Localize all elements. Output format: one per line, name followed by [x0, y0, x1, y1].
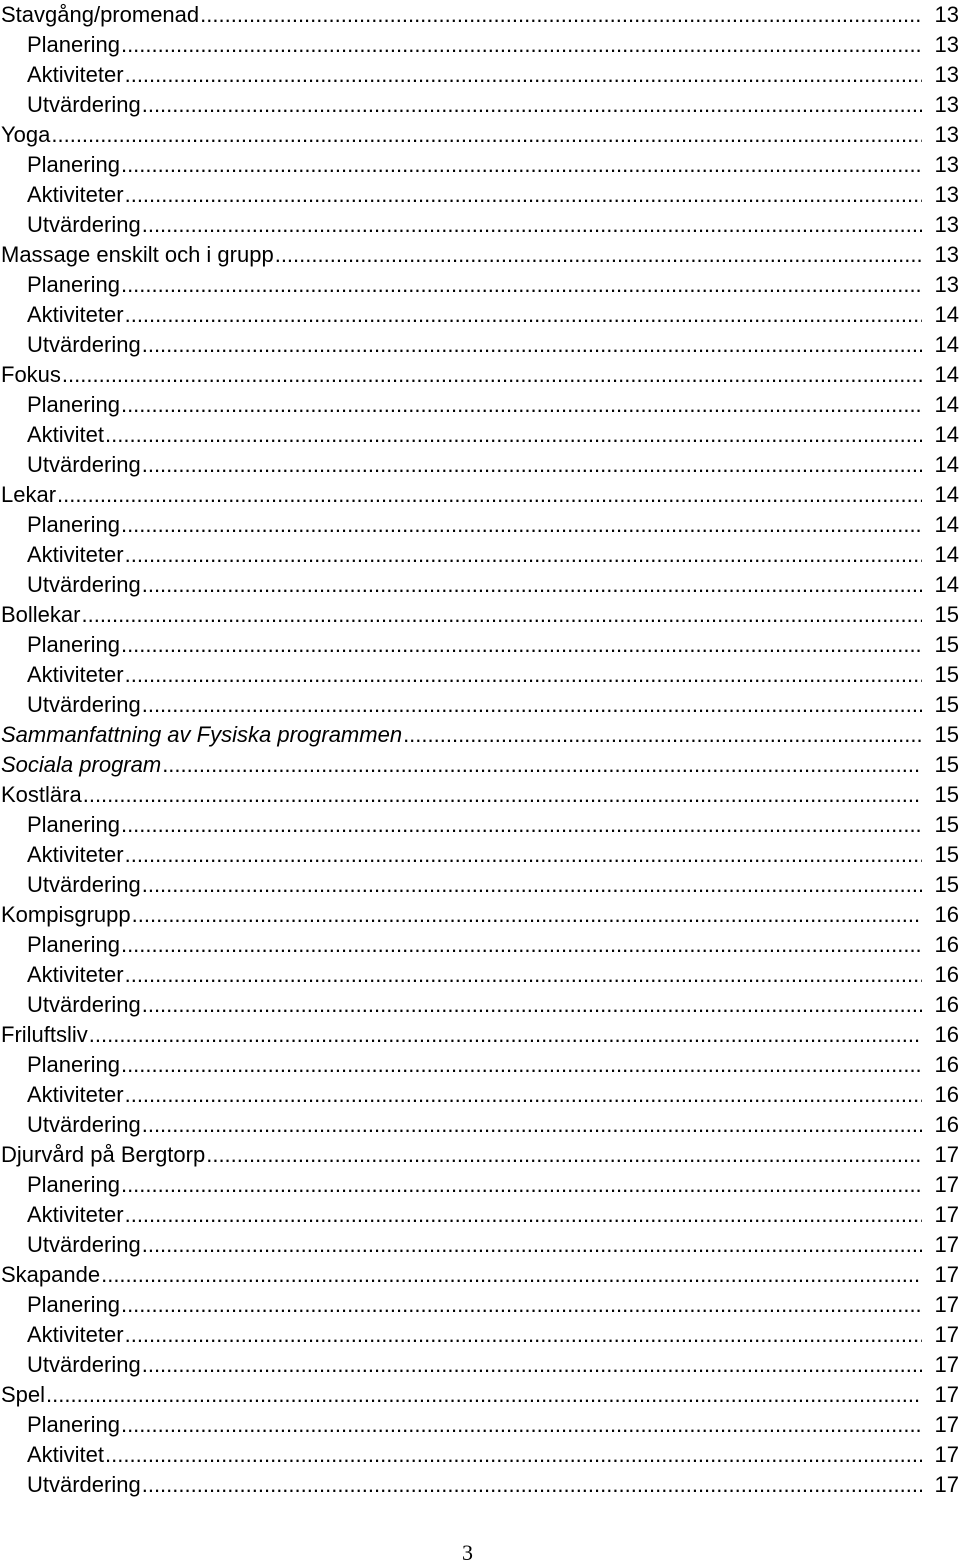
toc-entry-title: Planering — [27, 32, 120, 57]
toc-subsection-entry[interactable] — [0, 300, 960, 330]
toc-dot-leader — [101, 1260, 922, 1290]
toc-subsection-entry[interactable] — [0, 690, 960, 720]
toc-entry-title: Utvärdering — [27, 92, 141, 117]
toc-entry-title: Planering — [27, 932, 120, 957]
toc-entry-title: Utvärdering — [27, 1472, 141, 1497]
toc-entry-title: Sociala program — [1, 752, 162, 777]
toc-entry-title: Planering — [27, 1292, 120, 1317]
toc-subsection-entry[interactable] — [0, 870, 960, 900]
toc-entry-title: Aktiviteter — [27, 842, 124, 867]
toc-subsection-entry[interactable] — [0, 210, 960, 240]
toc-entry-page: 13 — [934, 62, 959, 87]
toc-entry-page: 16 — [934, 1022, 959, 1047]
toc-dot-leader — [142, 570, 922, 600]
toc-entry-title: Stavgång/promenad — [1, 2, 200, 27]
toc-subsection-entry[interactable] — [0, 540, 960, 570]
toc-dot-leader — [142, 1230, 922, 1260]
toc-subsection-entry[interactable] — [0, 930, 960, 960]
toc-dot-leader — [121, 1410, 922, 1440]
toc-section-entry[interactable] — [0, 1380, 960, 1410]
toc-dot-leader — [142, 1110, 922, 1140]
toc-section-entry[interactable] — [0, 600, 960, 630]
toc-subsection-entry[interactable] — [0, 570, 960, 600]
toc-entry-title: Kompisgrupp — [1, 902, 131, 927]
toc-entry-title: Aktiviteter — [27, 182, 124, 207]
toc-section-entry[interactable] — [0, 720, 960, 750]
toc-dot-leader — [125, 660, 922, 690]
toc-dot-leader — [275, 240, 922, 270]
toc-dot-leader — [125, 540, 922, 570]
toc-section-entry[interactable] — [0, 240, 960, 270]
toc-entry-page: 17 — [934, 1472, 959, 1497]
toc-dot-leader — [121, 390, 922, 420]
toc-entry-page: 13 — [934, 152, 959, 177]
toc-dot-leader — [105, 1440, 922, 1470]
toc-subsection-entry[interactable] — [0, 1350, 960, 1380]
toc-subsection-entry[interactable] — [0, 1440, 960, 1470]
toc-entry-page: 15 — [934, 722, 959, 747]
toc-section-entry[interactable] — [0, 1260, 960, 1290]
toc-subsection-entry[interactable] — [0, 630, 960, 660]
toc-entry-page: 14 — [934, 482, 959, 507]
toc-section-entry[interactable] — [0, 780, 960, 810]
toc-subsection-entry[interactable] — [0, 1200, 960, 1230]
toc-entry-page: 13 — [934, 122, 959, 147]
toc-dot-leader — [142, 870, 922, 900]
toc-dot-leader — [125, 840, 922, 870]
toc-entry-page: 13 — [934, 212, 959, 237]
toc-subsection-entry[interactable] — [0, 1110, 960, 1140]
toc-section-entry[interactable] — [0, 120, 960, 150]
toc-dot-leader — [121, 810, 922, 840]
toc-entry-page: 14 — [934, 422, 959, 447]
toc-entry-page: 15 — [934, 692, 959, 717]
toc-dot-leader — [125, 1200, 922, 1230]
toc-subsection-entry[interactable] — [0, 960, 960, 990]
toc-dot-leader — [121, 150, 922, 180]
toc-entry-page: 14 — [934, 302, 959, 327]
toc-subsection-entry[interactable] — [0, 1080, 960, 1110]
toc-dot-leader — [142, 450, 922, 480]
toc-dot-leader — [125, 60, 922, 90]
toc-dot-leader — [403, 720, 922, 750]
toc-dot-leader — [51, 120, 922, 150]
toc-entry-title: Spel — [1, 1382, 46, 1407]
page-number: 3 — [462, 1540, 473, 1565]
toc-entry-title: Planering — [27, 272, 120, 297]
toc-section-entry[interactable] — [0, 480, 960, 510]
toc-subsection-entry[interactable] — [0, 840, 960, 870]
toc-dot-leader — [62, 360, 922, 390]
toc-dot-leader — [162, 750, 922, 780]
toc-entry-title: Bollekar — [1, 602, 81, 627]
toc-subsection-entry[interactable] — [0, 60, 960, 90]
toc-dot-leader — [125, 300, 922, 330]
toc-entry-page: 15 — [934, 812, 959, 837]
toc-dot-leader — [121, 1290, 922, 1320]
toc-entry-page: 13 — [934, 92, 959, 117]
toc-entry-page: 13 — [934, 182, 959, 207]
toc-subsection-entry[interactable] — [0, 180, 960, 210]
toc-entry-title: Fokus — [1, 362, 61, 387]
toc-subsection-entry[interactable] — [0, 510, 960, 540]
toc-subsection-entry[interactable] — [0, 1170, 960, 1200]
toc-subsection-entry[interactable] — [0, 150, 960, 180]
toc-entry-page: 16 — [934, 1082, 959, 1107]
toc-entry-title: Planering — [27, 812, 120, 837]
toc-dot-leader — [206, 1140, 922, 1170]
toc-dot-leader — [142, 210, 922, 240]
toc-subsection-entry[interactable] — [0, 1230, 960, 1260]
toc-dot-leader — [142, 990, 922, 1020]
toc-entry-page: 13 — [934, 272, 959, 297]
toc-entry-page: 17 — [934, 1262, 959, 1287]
toc-entry-page: 13 — [934, 242, 959, 267]
toc-entry-page: 15 — [934, 662, 959, 687]
toc-entry-page: 15 — [934, 752, 959, 777]
toc-entry-title: Aktiviteter — [27, 542, 124, 567]
toc-entry-page: 14 — [934, 332, 959, 357]
toc-section-entry[interactable] — [0, 900, 960, 930]
toc-subsection-entry[interactable] — [0, 90, 960, 120]
toc-entry-title: Aktiviteter — [27, 1082, 124, 1107]
toc-entry-page: 14 — [934, 512, 959, 537]
toc-entry-title: Utvärdering — [27, 452, 141, 477]
toc-dot-leader — [125, 180, 922, 210]
toc-dot-leader — [125, 1320, 922, 1350]
toc-subsection-entry[interactable] — [0, 1290, 960, 1320]
toc-entry-title: Utvärdering — [27, 692, 141, 717]
toc-dot-leader — [81, 600, 922, 630]
toc-entry-title: Utvärdering — [27, 212, 141, 237]
toc-dot-leader — [46, 1380, 922, 1410]
toc-entry-title: Yoga — [1, 122, 51, 147]
toc-entry-page: 17 — [934, 1202, 959, 1227]
toc-dot-leader — [121, 930, 922, 960]
toc-entry-title: Planering — [27, 512, 120, 537]
toc-dot-leader — [142, 330, 922, 360]
toc-entry-title: Aktivitet — [27, 1442, 105, 1467]
toc-subsection-entry[interactable] — [0, 330, 960, 360]
toc-entry-page: 14 — [934, 572, 959, 597]
toc-subsection-entry[interactable] — [0, 1050, 960, 1080]
toc-dot-leader — [121, 1050, 922, 1080]
toc-dot-leader — [142, 1470, 922, 1500]
toc-entry-title: Utvärdering — [27, 992, 141, 1017]
toc-entry-page: 17 — [934, 1322, 959, 1347]
toc-dot-leader — [142, 90, 922, 120]
toc-entry-page: 13 — [934, 2, 959, 27]
toc-subsection-entry[interactable] — [0, 810, 960, 840]
toc-entry-page: 15 — [934, 872, 959, 897]
toc-entry-page: 14 — [934, 542, 959, 567]
toc-entry-title: Aktivitet — [27, 422, 105, 447]
toc-entry-title: Massage enskilt och i grupp — [1, 242, 274, 267]
toc-entry-title: Utvärdering — [27, 872, 141, 897]
toc-subsection-entry[interactable] — [0, 390, 960, 420]
toc-entry-title: Planering — [27, 392, 120, 417]
toc-entry-title: Skapande — [1, 1262, 101, 1287]
toc-entry-title: Utvärdering — [27, 1112, 141, 1137]
toc-entry-title: Planering — [27, 1052, 120, 1077]
toc-entry-title: Aktiviteter — [27, 662, 124, 687]
toc-dot-leader — [121, 1170, 922, 1200]
toc-entry-page: 16 — [934, 992, 959, 1017]
toc-dot-leader — [121, 630, 922, 660]
toc-entry-title: Planering — [27, 152, 120, 177]
toc-dot-leader — [121, 30, 922, 60]
toc-dot-leader — [83, 780, 922, 810]
toc-entry-title: Friluftsliv — [1, 1022, 88, 1047]
toc-entry-page: 17 — [934, 1232, 959, 1257]
toc-subsection-entry[interactable] — [0, 1320, 960, 1350]
toc-dot-leader — [125, 960, 922, 990]
toc-subsection-entry[interactable] — [0, 990, 960, 1020]
toc-entry-page: 16 — [934, 1052, 959, 1077]
toc-subsection-entry[interactable] — [0, 660, 960, 690]
toc-entry-title: Planering — [27, 632, 120, 657]
toc-entry-page: 14 — [934, 392, 959, 417]
toc-subsection-entry[interactable] — [0, 450, 960, 480]
toc-entry-title: Kostlära — [1, 782, 82, 807]
toc-section-entry[interactable] — [0, 1140, 960, 1170]
toc-entry-page: 15 — [934, 632, 959, 657]
toc-dot-leader — [142, 690, 922, 720]
toc-dot-leader — [125, 1080, 922, 1110]
toc-section-entry[interactable] — [0, 750, 960, 780]
toc-entry-page: 17 — [934, 1442, 959, 1467]
toc-entry-page: 16 — [934, 962, 959, 987]
toc-section-entry[interactable] — [0, 360, 960, 390]
toc-entry-title: Aktiviteter — [27, 962, 124, 987]
toc-subsection-entry[interactable] — [0, 30, 960, 60]
toc-entry-title: Djurvård på Bergtorp — [1, 1142, 206, 1167]
toc-entry-title: Aktiviteter — [27, 62, 124, 87]
toc-dot-leader — [89, 1020, 922, 1050]
toc-entry-page: 14 — [934, 362, 959, 387]
toc-dot-leader — [121, 270, 922, 300]
toc-dot-leader — [57, 480, 922, 510]
toc-subsection-entry[interactable] — [0, 1410, 960, 1440]
toc-entry-page: 16 — [934, 1112, 959, 1137]
toc-subsection-entry[interactable] — [0, 420, 960, 450]
toc-entry-page: 17 — [934, 1172, 959, 1197]
toc-subsection-entry[interactable] — [0, 270, 960, 300]
toc-entry-page: 13 — [934, 32, 959, 57]
toc-entry-page: 17 — [934, 1142, 959, 1167]
toc-entry-page: 17 — [934, 1382, 959, 1407]
toc-entry-title: Planering — [27, 1412, 120, 1437]
toc-entry-page: 15 — [934, 602, 959, 627]
toc-entry-title: Lekar — [1, 482, 57, 507]
toc-entry-title: Utvärdering — [27, 1232, 141, 1257]
toc-entry-page: 17 — [934, 1352, 959, 1377]
toc-section-entry[interactable] — [0, 0, 960, 30]
toc-entry-title: Aktiviteter — [27, 1322, 124, 1347]
toc-entry-page: 17 — [934, 1292, 959, 1317]
toc-dot-leader — [105, 420, 922, 450]
toc-dot-leader — [132, 900, 922, 930]
toc-entry-page: 16 — [934, 932, 959, 957]
toc-entry-title: Aktiviteter — [27, 1202, 124, 1227]
toc-entry-page: 17 — [934, 1412, 959, 1437]
toc-entry-page: 15 — [934, 842, 959, 867]
toc-entry-title: Utvärdering — [27, 1352, 141, 1377]
toc-entry-page: 15 — [934, 782, 959, 807]
toc-entry-title: Sammanfattning av Fysiska programmen — [1, 722, 403, 747]
toc-section-entry[interactable] — [0, 1020, 960, 1050]
toc-dot-leader — [121, 510, 922, 540]
toc-entry-page: 14 — [934, 452, 959, 477]
toc-dot-leader — [142, 1350, 922, 1380]
toc-entry-title: Planering — [27, 1172, 120, 1197]
toc-subsection-entry[interactable] — [0, 1470, 960, 1500]
toc-entry-page: 16 — [934, 902, 959, 927]
toc-dot-leader — [200, 0, 922, 30]
toc-entry-title: Aktiviteter — [27, 302, 124, 327]
toc-entry-title: Utvärdering — [27, 332, 141, 357]
toc-entry-title: Utvärdering — [27, 572, 141, 597]
